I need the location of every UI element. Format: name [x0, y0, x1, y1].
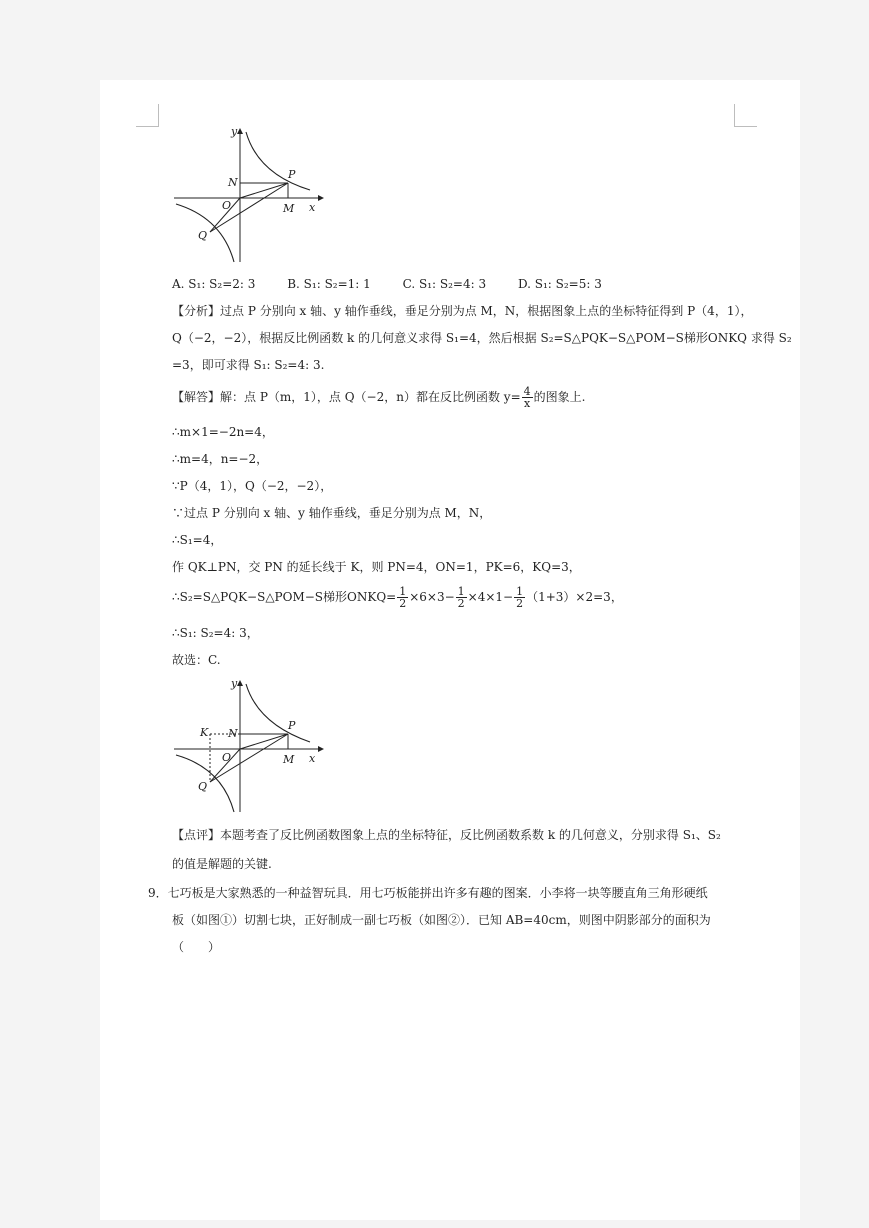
- option-b: B. S₁: S₂=1: 1: [287, 277, 371, 291]
- hyperbola-branch-1: [246, 684, 310, 742]
- label-y: y: [231, 677, 238, 690]
- solution-conclusion: 故选：C.: [172, 653, 221, 667]
- solution-step-1: ∴m×1=−2n=4，: [172, 425, 274, 439]
- fraction-half: $\frac{1}{2}$: [516, 585, 524, 610]
- question-9-line-2: 板（如图①）切割七块，正好制成一副七巧板（如图②）．已知 AB=40cm，则图中阴影部分的面积为: [172, 913, 711, 927]
- label-o: O: [222, 199, 232, 212]
- label-p: P: [288, 168, 296, 181]
- fraction-half: $\frac{1}{2}$: [399, 585, 407, 610]
- label-o: O: [222, 751, 232, 764]
- fraction-half: $\frac{1}{2}$: [457, 585, 465, 610]
- question-9-line-1: 9．七巧板是大家熟悉的一种益智玩具．用七巧板能拼出许多有趣的图案．小李将一块等腰直角三角形硬纸: [148, 886, 708, 900]
- solution-step-5: ∴S₁=4，: [172, 533, 223, 547]
- question-9-answer-blank: （ ）: [172, 940, 221, 954]
- label-m: M: [283, 202, 295, 215]
- answer-options: [172, 275, 630, 293]
- comment-line-1: 【点评】本题考查了反比例函数图象上点的坐标特征，反比例函数系数 k 的几何意义，分别求得 S₁、S₂: [172, 828, 721, 842]
- hyperbola-branch-1: [246, 132, 310, 190]
- solution-step-3: ∵P（4，1），Q（−2，−2），: [172, 479, 333, 493]
- solution-step-4: ∵过点 P 分别向 x 轴、y 轴作垂线，垂足分别为点 M，N，: [172, 506, 492, 520]
- comment-line-2: 的值是解题的关键.: [172, 857, 272, 871]
- solution-intro: 【解答】解：点 P（m，1），点 Q（−2，n）都在反比例函数 y= $\frac{4}{x}$ 的图象上.: [172, 385, 586, 410]
- fraction-4-over-x: $\frac{4}{x}$: [523, 385, 531, 410]
- solution-step-2: ∴m=4，n=−2，: [172, 452, 269, 466]
- solution-step-8: ∴S₁: S₂=4: 3，: [172, 626, 259, 640]
- label-m: M: [283, 753, 295, 766]
- option-c: C. S₁: S₂=4: 3: [402, 277, 487, 291]
- label-x: x: [309, 201, 316, 214]
- analysis-line-2: Q（−2，−2），根据反比例函数 k 的几何意义求得 S₁=4，然后根据 S₂=S△PQK−S△POM−S梯形ONKQ 求得 S₂: [172, 331, 792, 345]
- label-q: Q: [198, 780, 208, 793]
- solution-step-7: ∴S₂=S△PQK−S△POM−S梯形ONKQ= $\frac{1}{2}$ ×6×3− $\frac{1}{2}$ ×4×1− $\frac{1}{2}$ （1+3）×2=3，: [172, 585, 623, 610]
- solution-step-6: 作 QK⊥PN，交 PN 的延长线于 K，则 PN=4，ON=1，PK=6，KQ=3，: [172, 560, 581, 574]
- option-a: A. S₁: S₂=2: 3: [172, 277, 256, 291]
- label-q: Q: [198, 229, 208, 242]
- label-n: N: [228, 727, 238, 740]
- label-y: y: [231, 125, 238, 138]
- analysis-line-3: =3，即可求得 S₁: S₂=4: 3.: [172, 358, 325, 372]
- crop-mark-top-left: [136, 104, 159, 127]
- crop-mark-top-right: [734, 104, 757, 127]
- label-p: P: [288, 719, 296, 732]
- label-x: x: [309, 752, 316, 765]
- label-k: K: [200, 726, 209, 739]
- figure-hyperbola-2: [170, 676, 330, 816]
- label-n: N: [228, 176, 238, 189]
- option-d: D. S₁: S₂=5: 3: [517, 277, 602, 291]
- analysis-line-1: 【分析】过点 P 分别向 x 轴、y 轴作垂线，垂足分别为点 M，N，根据图象上点的坐标特征得到 P（4，1），: [172, 304, 753, 318]
- figure-hyperbola-1: [170, 122, 330, 267]
